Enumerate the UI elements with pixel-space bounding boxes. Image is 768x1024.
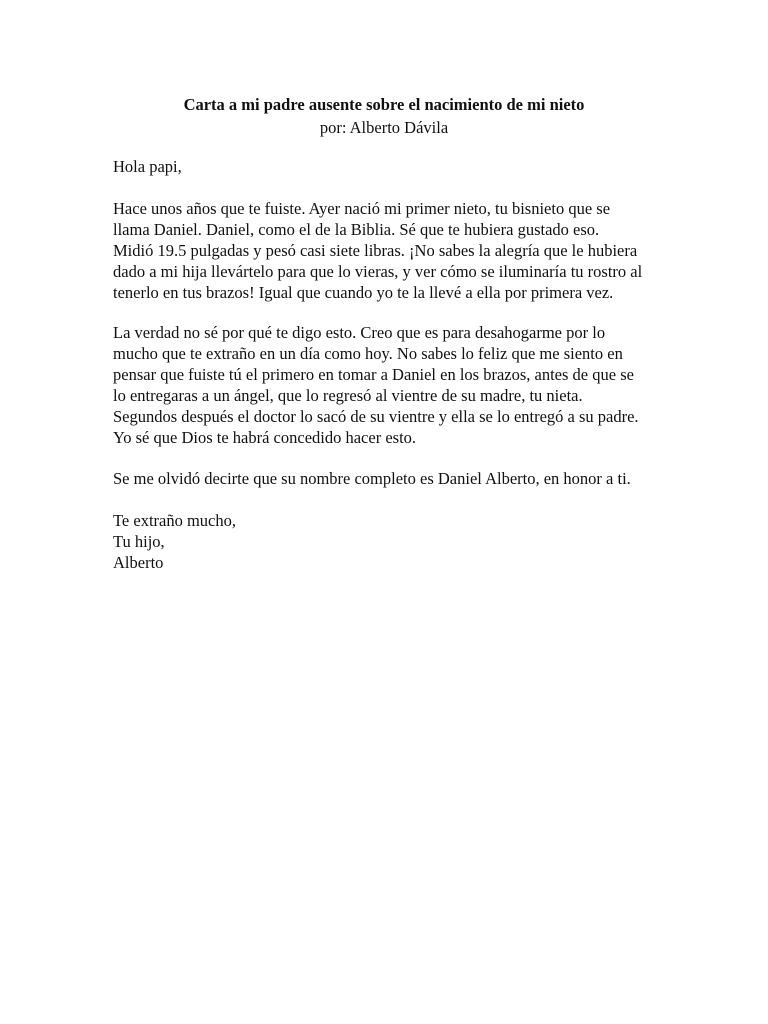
closing-line: Te extraño mucho, [113, 511, 237, 530]
paragraph-line: La verdad no sé por qué te digo esto. Creo que es para desahogarme por lo [113, 323, 606, 342]
paragraph-line: Midió 19.5 pulgadas y pesó casi siete libras. ¡No sabes la alegría que le hubiera [113, 241, 638, 260]
letter-greeting: Hola papi, [113, 157, 182, 176]
paragraph-line: pensar que fuiste tú el primero en tomar a Daniel en los brazos, antes de que se [113, 365, 634, 384]
letter-byline: por: Alberto Dávila [319, 118, 449, 137]
signature-line: Alberto [113, 553, 164, 572]
paragraph-line: Hace unos años que te fuiste. Ayer nació mi primer nieto, tu bisnieto que se [113, 199, 611, 218]
letter-closing [113, 510, 236, 573]
letter-paragraph-3: Se me olvidó decirte que su nombre completo es Daniel Alberto, en honor a ti. [113, 469, 631, 488]
letter-paragraph-2 [113, 322, 639, 448]
paragraph-line: Segundos después el doctor lo sacó de su vientre y ella se lo entregó a su padre. [113, 407, 639, 426]
letter-paragraph-1 [113, 198, 642, 303]
paragraph-line: lo entregaras a un ángel, que lo regresó al vientre de su madre, tu nieta. [113, 386, 583, 405]
letter-title: Carta a mi padre ausente sobre el nacimiento de mi nieto [183, 95, 585, 114]
paragraph-line: mucho que te extraño en un día como hoy. No sabes lo feliz que me siento en [113, 344, 623, 363]
paragraph-line: dado a mi hija llevártelo para que lo vieras, y ver cómo se iluminaría tu rostro al [113, 262, 643, 281]
closing-line: Tu hijo, [113, 532, 165, 551]
paragraph-line: Yo sé que Dios te habrá concedido hacer esto. [113, 428, 417, 447]
paragraph-line: tenerlo en tus brazos! Igual que cuando yo te la llevé a ella por primera vez. [113, 283, 614, 302]
paragraph-line: llama Daniel. Daniel, como el de la Biblia. Sé que te hubiera gustado eso. [113, 220, 600, 239]
